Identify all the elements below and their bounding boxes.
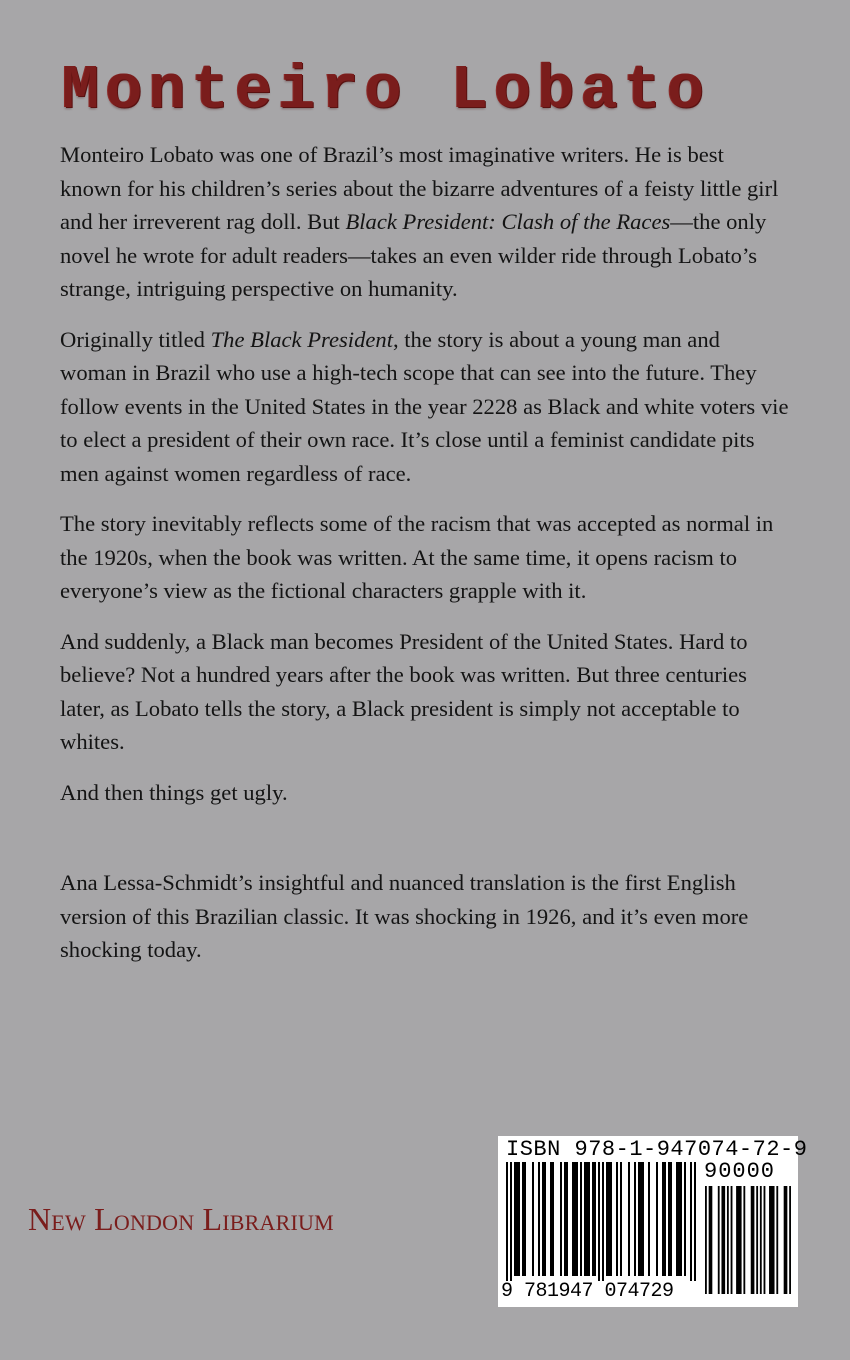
barcode-bar: [731, 1186, 733, 1294]
barcode-bar: [638, 1162, 644, 1276]
barcode-bar: [602, 1162, 604, 1288]
blurb-paragraph-1: [60, 138, 790, 306]
barcode-bar: [690, 1162, 692, 1288]
original-title-italic: The Black President: [210, 326, 393, 352]
blurb-paragraph-4: And suddenly, a Black man becomes President of the United States. Hard to believe? Not a hundred years after the book was written. But three centuries later, as Lobato tells the story, a Black president is simply not acceptable to whites.: [60, 628, 748, 754]
barcode-bar: [684, 1162, 686, 1276]
barcode-bar: [743, 1186, 745, 1294]
p1-text-a: Monteiro Lobato was one of Brazil’s most imaginative writers. He is best known for his children’s series about the bizarre adventures of a feisty little girl and her irreverent rag doll. But: [60, 142, 779, 234]
price-addon-bars: [705, 1186, 791, 1294]
barcode-bar: [532, 1162, 534, 1276]
barcode-bar: [620, 1162, 622, 1276]
barcode-bar: [727, 1186, 729, 1294]
barcode-bar: [564, 1162, 568, 1276]
book-title-italic: Black President: Clash of the Races: [345, 209, 671, 234]
barcode-bar: [598, 1162, 600, 1288]
barcode-bar: [676, 1162, 682, 1276]
p2-text-c: , the story is about a young man and woman in Brazil who use a high-tech scope that can see into the future. They follow events in the United States in the year 2228 as Black and white voters vie to elect a president of their own race. It’s close until a feminist candidate pits men against women regardless of race.: [60, 326, 789, 486]
publisher-name: New London Librarium: [28, 1201, 334, 1237]
barcode-bar: [634, 1162, 636, 1276]
barcode-bar: [560, 1162, 562, 1276]
barcode-bar: [668, 1162, 672, 1276]
barcode-bar: [760, 1186, 762, 1294]
barcode-bar: [718, 1186, 720, 1294]
p1-text-c: —the only novel he wrote for adult readers—takes an even wilder ride through Lobato’s strange, intriguing perspective on humanity.: [60, 209, 767, 301]
price-code-label: 90000: [704, 1159, 776, 1184]
blurb-paragraph-2: [60, 323, 790, 491]
author-title: Monteiro Lobato: [62, 55, 711, 126]
isbn-barcode: [498, 1136, 808, 1307]
barcode-bar: [721, 1186, 725, 1294]
barcode-bar: [550, 1162, 554, 1276]
barcode-bar: [694, 1162, 696, 1288]
barcode-bar: [662, 1162, 666, 1276]
barcode-bar: [769, 1186, 774, 1294]
barcode-bar: [751, 1186, 755, 1294]
barcode-bar: [584, 1162, 590, 1276]
back-cover-blurb: [60, 138, 790, 984]
barcode-bar: [572, 1162, 578, 1276]
barcode-bar: [709, 1186, 713, 1294]
barcode-bar: [789, 1186, 791, 1294]
barcode-bar: [756, 1186, 758, 1294]
blurb-paragraph-5: And then things get ugly.: [60, 779, 288, 805]
barcode-bar: [764, 1186, 766, 1294]
barcode-bar: [514, 1162, 520, 1276]
blurb-paragraph-6: Ana Lessa-Schmidt’s insightful and nuanced translation is the first English version of this Brazilian classic. It was shocking in 1926, and it’s even more shocking today.: [60, 870, 749, 962]
barcode-bar: [656, 1162, 658, 1276]
ean13-bars: [506, 1162, 696, 1288]
barcode-bar: [616, 1162, 618, 1276]
barcode-bar: [510, 1162, 512, 1288]
barcode-bar: [542, 1162, 546, 1276]
barcode-bar: [606, 1162, 612, 1276]
barcode-bar: [705, 1186, 707, 1294]
barcode-bar: [736, 1186, 741, 1294]
ean-digits: 9 781947 074729: [500, 1281, 697, 1303]
barcode-bar: [538, 1162, 540, 1276]
barcode-bar: [592, 1162, 596, 1276]
barcode-bar: [784, 1186, 788, 1294]
barcode-bar: [506, 1162, 508, 1288]
p2-text-a: Originally titled: [60, 326, 211, 352]
barcode-bar: [776, 1186, 778, 1294]
barcode-bar: [628, 1162, 630, 1276]
isbn-label: ISBN 978-1-947074-72-9: [506, 1137, 808, 1162]
barcode-bar: [648, 1162, 650, 1276]
barcode-bar: [522, 1162, 526, 1276]
barcode-bar: [580, 1162, 582, 1276]
blurb-paragraph-3: The story inevitably reflects some of the racism that was accepted as normal in the 1920s, when the book was written. At the same time, it opens racism to everyone’s view as the fictional characters grapple with it.: [60, 511, 774, 603]
